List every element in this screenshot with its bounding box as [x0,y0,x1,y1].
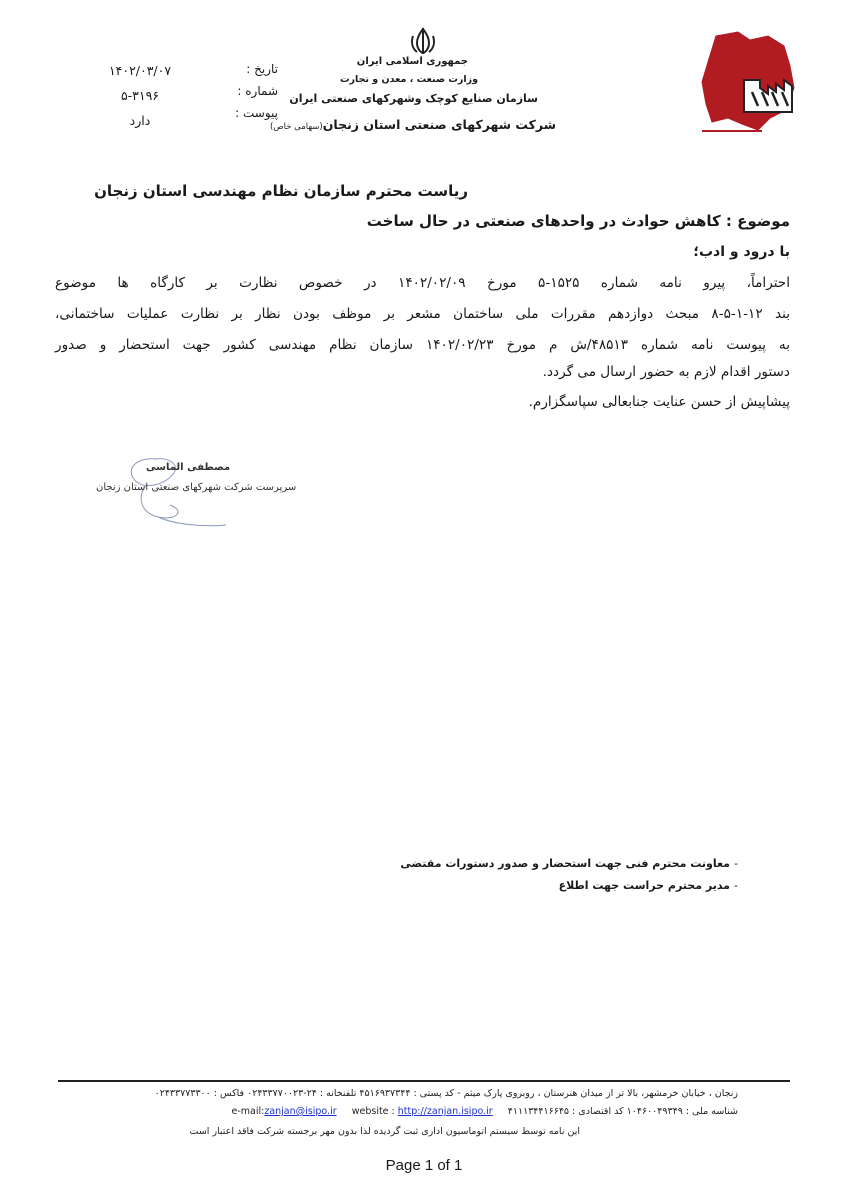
website-label: website : [351,1106,395,1117]
body-line-1: احتراماً، پیرو نامه شماره ۱۵۲۵-۵ مورخ ۱۴۰۲/۰۲/۰۹ در خصوص نظارت بر کارگاه ها موضوع [55,275,790,291]
footer-email-group [232,1106,337,1117]
signatory-title: سرپرست شرکت شهرکهای صنعتی استان زنجان [96,482,297,493]
website-link[interactable]: http://zanjan.isipo.ir [397,1106,493,1117]
org-line-republic: جمهوری اسلامی ایران [356,56,468,67]
copy-dash: - [734,879,738,892]
company-logo [698,26,798,134]
number-value: ۵-۳۱۹۶ [120,88,160,103]
org-line-organization: سازمان صنایع کوچک وشهرکهای صنعتی ایران [289,92,538,105]
body-line-4: دستور اقدام لازم به حضور ارسال می گردد. [542,364,790,380]
footer-address: زنجان ، خیابان خرمشهر، بالا تر از میدان هنرستان ، روبروی پارک میثم - کد پستی : ۴۵۱۶۹۳۷۳۴۴ تلفنخانه : ۲۴-۰۲۴۳۳۷۷۰۰۲۳ فاکس : ۰۲۴۳۳۷۷۳۳۰۰ [154,1088,738,1099]
footer-website-group [352,1106,493,1117]
recipient: ریاست محترم سازمان نظام مهندسی استان زنجان [94,182,468,200]
attachment-value: دارد [129,113,151,128]
attachment-label: پیوست : [235,106,278,120]
date-label: تاریخ : [246,62,278,76]
copy-recipient: معاونت محترم فنی جهت استحضار و صدور دستورات مقتضی [400,857,730,870]
footer-contacts [232,1106,739,1117]
company-type: (سهامی خاص) [270,122,323,132]
footer-national-id: شناسه ملی : ۱۰۴۶۰۰۴۹۳۴۹ کد اقتصادی : ۴۱۱۱۳۴۴۱۶۶۴۵ [507,1106,738,1117]
email-label: e-mail: [231,1106,265,1117]
company-name [270,117,556,132]
page-number: Page 1 of 1 [385,1157,463,1174]
signatory-name: مصطفی الماسی [146,462,231,473]
body-line-2: بند ۱۲-۱-۵-۸ مبحث دوازدهم مقررات ملی ساختمان مشعر بر موظف بودن نظار بر نظارت عملیات ساختمانی، [55,306,790,322]
body-line-3: به پیوست نامه شماره ۴۸۵۱۳/ش م مورخ ۱۴۰۲/۰۲/۲۳ سازمان نظام مهندسی کشور جهت استحضار و صدور [55,337,790,353]
subject: موضوع : کاهش حوادث در واحدهای صنعتی در حال ساخت [366,212,790,230]
date-value: ۱۴۰۲/۰۳/۰۷ [108,63,172,78]
number-label: شماره : [237,84,278,98]
copy-recipient: مدیر محترم حراست جهت اطلاع [558,879,730,892]
national-emblem-icon [408,26,438,56]
org-line-ministry: وزارت صنعت ، معدن و تجارت [339,74,478,85]
footer-divider [58,1080,790,1082]
footer-note: این نامه توسط سیستم اتوماسیون اداری ثبت گردیده لذا بدون مهر برجسته شرکت فاقد اعتبار است [189,1126,580,1137]
company-name-text: شرکت شهرکهای صنعتی استان زنجان [322,117,556,132]
copy-dash: - [734,857,738,870]
email-link[interactable]: zanjan@isipo.ir [264,1106,337,1117]
greeting: با درود و ادب؛ [693,244,790,260]
closing-line: پیشاپیش از حسن عنایت جنابعالی سپاسگزارم. [528,394,790,410]
